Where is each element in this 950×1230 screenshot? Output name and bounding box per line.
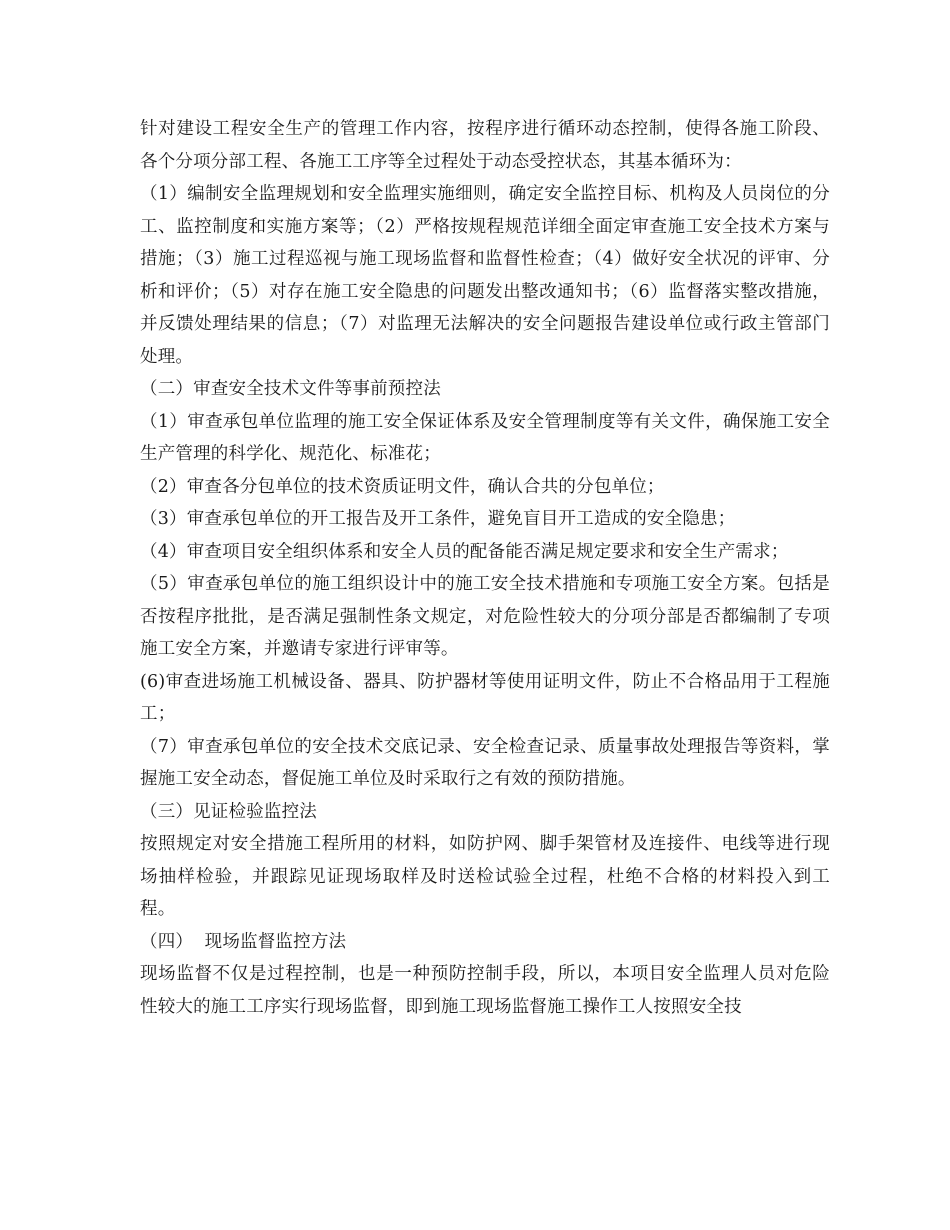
list-item-2-7: （7）审查承包单位的安全技术交底记录、安全检查记录、质量事故处理报告等资料，掌握施工安全动态，督促施工单位及时采取行之有效的预防措施。 [140, 736, 830, 789]
section-heading-3: （三）见证检验监控法 [140, 801, 317, 822]
paragraph-section-4: 现场监督不仅是过程控制，也是一种预防控制手段，所以，本项目安全监理人员对危险性较大的施工工序实行现场监督，即到施工现场监督施工操作工人按照安全技 [140, 964, 830, 1017]
list-item-2-4: （4）审查项目安全组织体系和安全人员的配备能否满足规定要求和安全生产需求； [140, 541, 789, 562]
paragraph-section-3: 按照规定对安全措施工程所用的材料，如防护网、脚手架管材及连接件、电线等进行现场抽样检验，并跟踪见证现场取样及时送检试验全过程，杜绝不合格的材料投入到工程。 [140, 834, 830, 919]
list-item-2-3: （3）审查承包单位的开工报告及开工条件，避免盲目开工造成的安全隐患； [140, 509, 736, 529]
section-heading-2: （二）审查安全技术文件等事前预控法 [140, 379, 441, 399]
paragraph-intro: 针对建设工程安全生产的管理工作内容，按程序进行循环动态控制，使得各施工阶段、各个分项分部工程、各施工工序等全过程处于动态受控状态，其基本循环为： [140, 119, 830, 172]
paragraph-cycle-steps: （1）编制安全监理规划和安全监理实施细则，确定安全监控目标、机构及人员岗位的分工、监控制度和实施方案等；（2）严格按规程规范详细全面定审查施工安全技术方案与措施；（3）施工过程巡视与施工现场监督和监督性检查；（4）做好安全状况的评审、分析和评价；（5）对存在施工安全隐患的问题发出整改通知书；（6）监督落实整改措施，并反馈处理结果的信息；（7）对监理无法解决的安全问题报告建设单位或行政主管部门处理。 [140, 184, 830, 367]
list-item-2-2: （2）审查各分包单位的技术资质证明文件，确认合共的分包单位； [140, 476, 665, 497]
list-item-2-5: （5）审查承包单位的施工组织设计中的施工安全技术措施和专项施工安全方案。包括是否按程序批批，是否满足强制性条文规定，对危险性较大的分项分部是否都编制了专项施工安全方案，并邀请专家进行评审等。 [140, 574, 830, 659]
document-body [140, 113, 830, 1023]
section-heading-4: （四） 现场监督监控方法 [140, 931, 347, 952]
list-item-2-1: （1）审查承包单位监理的施工安全保证体系及安全管理制度等有关文件，确保施工安全生产管理的科学化、规范化、标准花； [140, 411, 830, 464]
list-item-2-6: (6)审查进场施工机械设备、器具、防护器材等使用证明文件，防止不合格品用于工程施工； [140, 671, 830, 724]
